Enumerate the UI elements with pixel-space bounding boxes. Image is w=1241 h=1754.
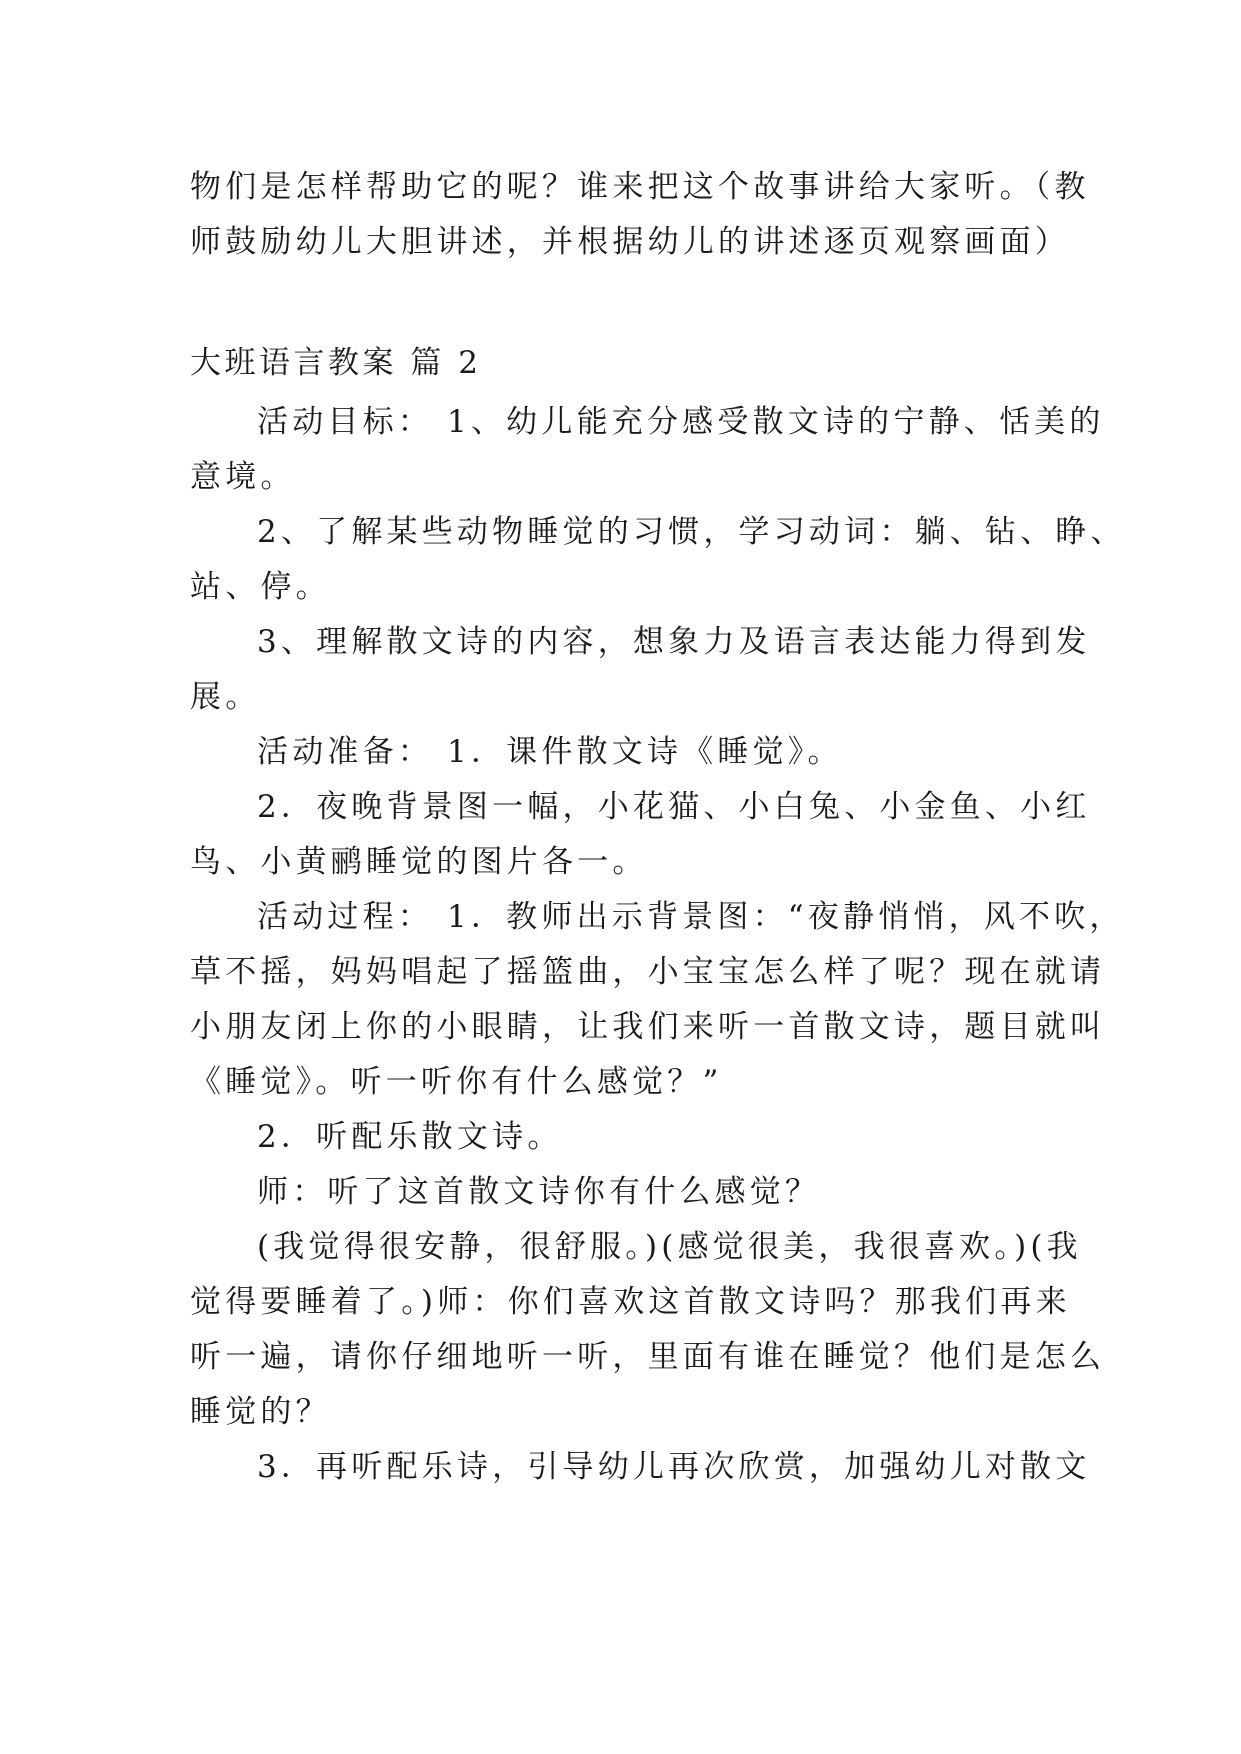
paragraph-line: 草不摇，妈妈唱起了摇篮曲，小宝宝怎么样了呢？现在就请 <box>190 954 1106 990</box>
paragraph-line: 2．夜晚背景图一幅，小花猫、小白兔、小金鱼、小红 <box>257 789 1091 825</box>
paragraph-line: 活动准备： 1．课件散文诗《睡觉》。 <box>257 734 843 770</box>
paragraph-line: 小朋友闭上你的小眼睛，让我们来听一首散文诗，题目就叫 <box>190 1009 1106 1045</box>
paragraph-line: 活动过程： 1．教师出示背景图：“夜静悄悄，风不吹， <box>257 899 1125 935</box>
paragraph-line: 3．再听配乐诗，引导幼儿再次欣赏，加强幼儿对散文 <box>257 1449 1091 1485</box>
paragraph-line: 睡觉的？ <box>190 1394 331 1430</box>
paragraph-line: 2、了解某些动物睡觉的习惯，学习动词：躺、钻、睁、 <box>257 514 1126 550</box>
paragraph-line: 物们是怎样帮助它的呢？谁来把这个故事讲给大家听。（教 <box>190 169 1090 205</box>
paragraph-line: 活动目标： 1、幼儿能充分感受散文诗的宁静、恬美的 <box>257 404 1105 440</box>
paragraph-line: 师：听了这首散文诗你有什么感觉？ <box>257 1174 821 1210</box>
paragraph-line: 《睡觉》。听一听你有什么感觉？” <box>190 1064 723 1100</box>
paragraph-line: 师鼓励幼儿大胆讲述，并根据幼儿的讲述逐页观察画面） <box>190 224 1070 260</box>
paragraph-line: 站、停。 <box>190 569 331 605</box>
paragraph-line: 展。 <box>190 679 261 715</box>
paragraph-line: 2．听配乐散文诗。 <box>257 1119 563 1155</box>
section-heading: 大班语言教案 篇 2 <box>190 345 482 381</box>
paragraph-line: 觉得要睡着了。)师：你们喜欢这首散文诗吗？那我们再来 <box>190 1284 1071 1320</box>
paragraph-line: 意境。 <box>190 459 296 495</box>
paragraph-line: 鸟、小黄鹂睡觉的图片各一。 <box>190 844 648 880</box>
paragraph-line: (我觉得很安静，很舒服。)(感觉很美，我很喜欢。)(我 <box>257 1229 1082 1265</box>
paragraph-line: 听一遍，请你仔细地听一听，里面有谁在睡觉？他们是怎么 <box>190 1339 1106 1375</box>
paragraph-line: 3、理解散文诗的内容，想象力及语言表达能力得到发 <box>257 624 1091 660</box>
